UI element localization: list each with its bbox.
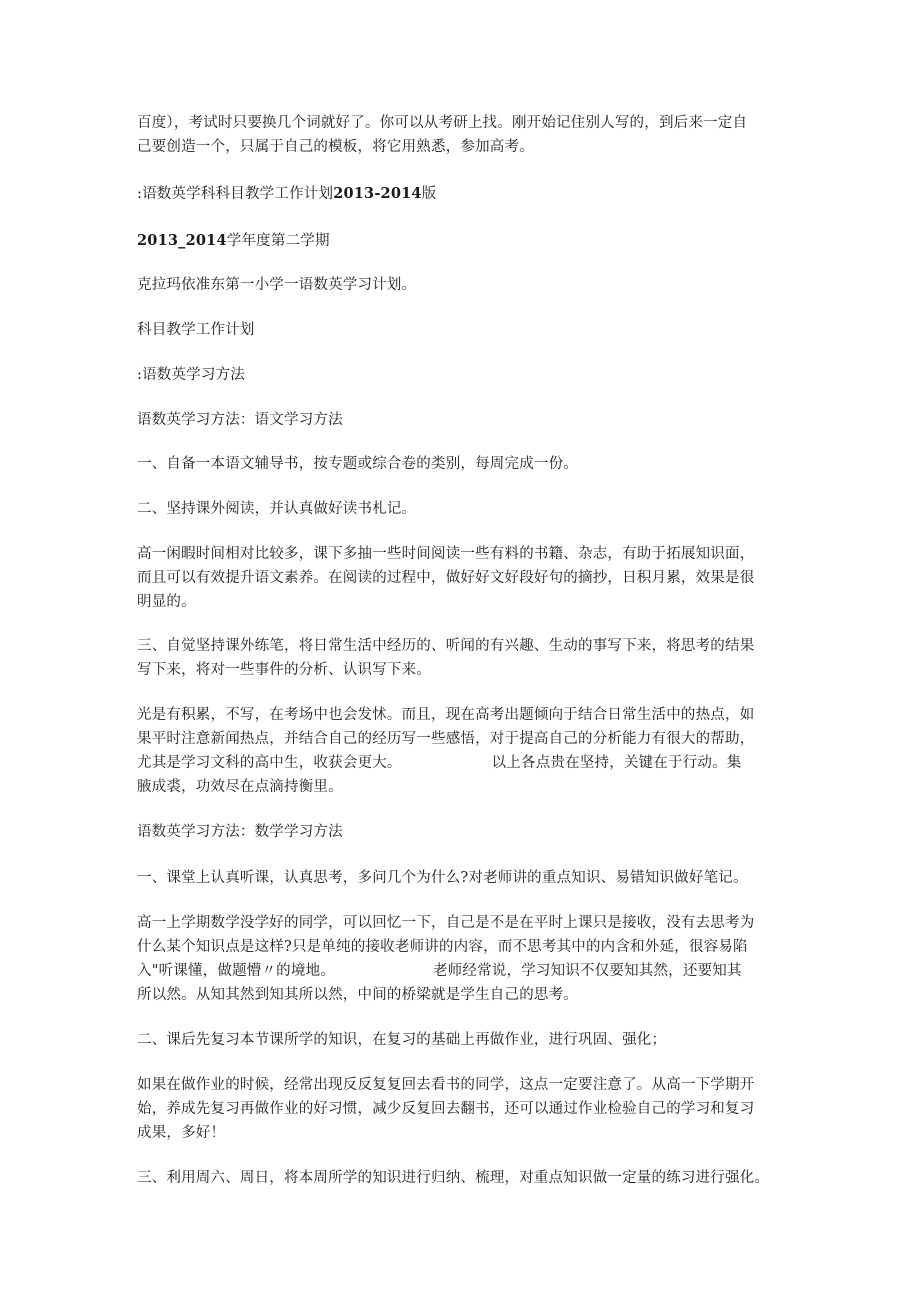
chinese-writing-line-4: 腋成裘，功效尽在点滴持衡里。 bbox=[137, 779, 343, 795]
chinese-reading-line-3: 明显的。 bbox=[137, 594, 196, 610]
chinese-item-1: 一、自备一本语文辅导书，按专题或综合卷的类别，每周完成一份。 bbox=[137, 456, 578, 472]
math-review-line-1: 如果在做作业的时候，经常出现反反复复回去看书的同学，这点一定要注意了。从高一下学期开 bbox=[137, 1077, 755, 1093]
chinese-item-2: 二、坚持课外阅读，并认真做好读书札记。 bbox=[137, 501, 417, 517]
math-methods-heading: 语数英学习方法：数学学习方法 bbox=[137, 824, 343, 840]
math-listening-paragraph bbox=[137, 911, 797, 1007]
intro-line-1: 百度），考试时只要换几个词就好了。你可以从考研上找。刚开始记住别人写的，到后来一定自 bbox=[137, 115, 748, 131]
chinese-reading-paragraph bbox=[137, 542, 797, 614]
chinese-item-3-line-1: 三、自觉坚持课外练笔，将日常生活中经历的、听闻的有兴趣、生动的事写下来，将思考的结果 bbox=[137, 638, 755, 654]
title-suffix: 版 bbox=[421, 186, 437, 202]
math-listening-line-3 bbox=[137, 959, 797, 983]
chinese-writing-line-2: 果平时注意新闻热点，并结合自己的经历写一些感悟，对于提高自己的分析能力有很大的帮助， bbox=[137, 731, 755, 747]
math-listening-line-4: 所以然。从知其然到知其所以然，中间的桥梁就是学生自己的思考。 bbox=[137, 987, 578, 1003]
math-item-1: 一、课堂上认真听课，认真思考，多问几个为什么?对老师讲的重点知识、易错知识做好笔记。 bbox=[137, 870, 748, 886]
math-listening-line-3a: 入"听课懂，做题懵〃的境地。 bbox=[137, 963, 335, 979]
math-review-paragraph bbox=[137, 1073, 797, 1145]
document-title bbox=[137, 182, 797, 206]
chinese-item-3-line-2: 写下来，将对一些事件的分析、认识写下来。 bbox=[137, 662, 431, 678]
title-prefix: :语数英学科科目教学工作计划 bbox=[137, 186, 334, 202]
math-item-3: 三、利用周六、周日，将本周所学的知识进行归纳、梳理，对重点知识做一定量的练习进行强化。 bbox=[137, 1170, 770, 1186]
math-review-line-2: 始，养成先复习再做作业的好习惯，减少反复回去翻书，还可以通过作业检验自己的学习和复习 bbox=[137, 1101, 755, 1117]
term-suffix: 学年度第二学期 bbox=[226, 233, 330, 249]
chinese-writing-line-1: 光是有积累，不写，在考场中也会发怵。而且，现在高考出题倾向于结合日常生活中的热点，如 bbox=[137, 707, 755, 723]
chinese-writing-paragraph bbox=[137, 703, 797, 799]
chinese-writing-line-3a: 尤其是学习文科的高中生，收获会更大。 bbox=[137, 755, 402, 771]
intro-paragraph bbox=[137, 111, 797, 159]
chinese-item-3 bbox=[137, 634, 797, 682]
chinese-writing-line-3b: 以上各点贵在坚持，关键在于行动。集 bbox=[491, 755, 742, 771]
chinese-reading-line-1: 高一闲暇时间相对比较多，课下多抽一些时间阅读一些有料的书籍、杂志，有助于拓展知识面， bbox=[137, 546, 755, 562]
methods-heading: :语数英学习方法 bbox=[137, 367, 245, 383]
math-listening-line-2: 什么某个知识点是这样?只是单纯的接收老师讲的内容，而不思考其中的内含和外延，很容易陷 bbox=[137, 939, 748, 955]
math-item-2: 二、课后先复习本节课所学的知识，在复习的基础上再做作业，进行巩固、强化； bbox=[137, 1032, 667, 1048]
chinese-writing-line-3 bbox=[137, 751, 797, 775]
title-years: 2013-2014 bbox=[333, 185, 422, 202]
school-plan-line: 克拉玛依准东第一小学一语数英学习计划。 bbox=[137, 277, 417, 293]
chinese-methods-heading: 语数英学习方法：语文学习方法 bbox=[137, 412, 343, 428]
chinese-reading-line-2: 而且可以有效提升语文素养。在阅读的过程中，做好好文好段好句的摘抄，日积月累，效果是很 bbox=[137, 570, 755, 586]
term-heading bbox=[137, 229, 797, 253]
math-review-line-3: 成果，多好！ bbox=[137, 1125, 226, 1141]
math-listening-line-1: 高一上学期数学没学好的同学，可以回忆一下，自己是不是在平时上课只是接收，没有去思考为 bbox=[137, 915, 755, 931]
term-years: 2013_2014 bbox=[137, 232, 227, 249]
math-listening-line-3b: 老师经常说，学习知识不仅要知其然，还要知其 bbox=[432, 963, 742, 979]
intro-line-2: 己要创造一个，只属于自己的模板，将它用熟悉，参加高考。 bbox=[137, 139, 534, 155]
subject-plan-line: 科目教学工作计划 bbox=[137, 322, 255, 338]
